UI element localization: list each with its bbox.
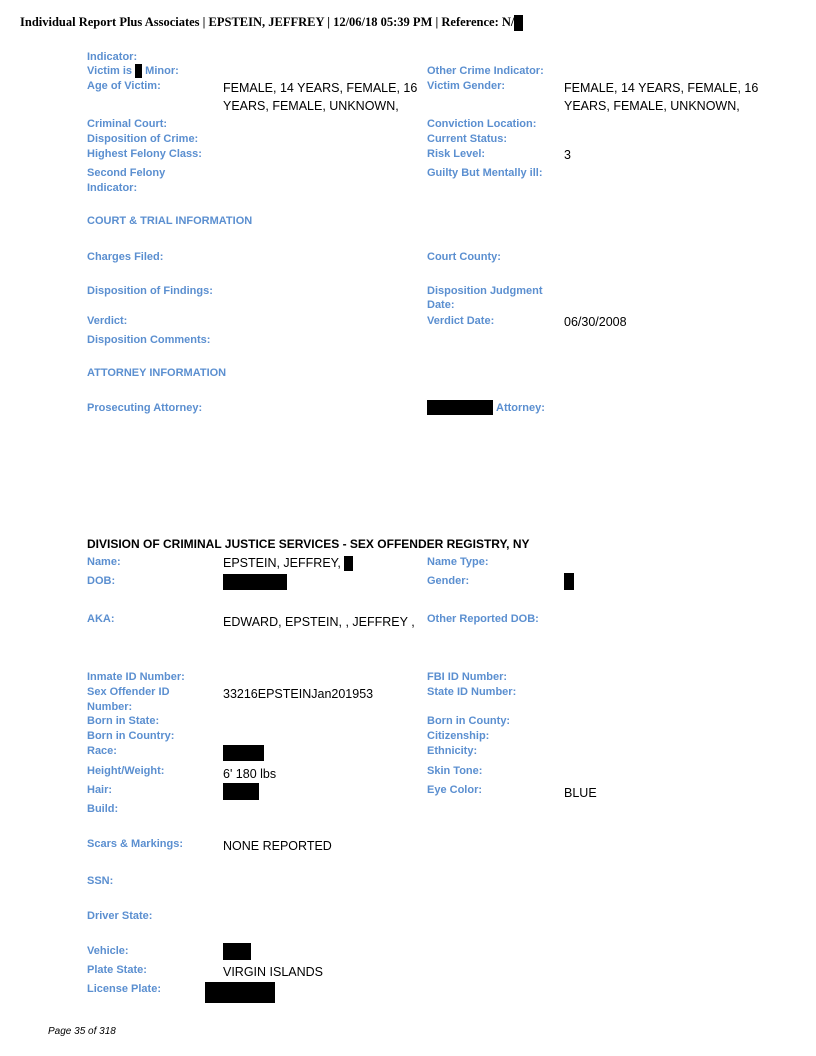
attorney-section-title: ATTORNEY INFORMATION bbox=[87, 367, 227, 379]
prosecuting-attorney-label: Prosecuting Attorney: bbox=[87, 402, 203, 414]
indicator-label: Indicator: bbox=[87, 51, 138, 63]
age-of-victim-value-2: YEARS, FEMALE, UNKNOWN, bbox=[223, 99, 399, 113]
skin-tone-label: Skin Tone: bbox=[427, 765, 483, 777]
age-of-victim-label: Age of Victim: bbox=[87, 80, 161, 92]
highest-felony-class-label: Highest Felony Class: bbox=[87, 148, 202, 160]
victim-gender-label: Victim Gender: bbox=[427, 80, 506, 92]
born-in-country-label: Born in Country: bbox=[87, 730, 175, 742]
second-felony-label-2: Indicator: bbox=[87, 182, 138, 194]
disposition-of-crime-label: Disposition of Crime: bbox=[87, 133, 199, 145]
eye-color-label: Eye Color: bbox=[427, 784, 483, 796]
redaction-block bbox=[223, 745, 264, 761]
minor-text: Minor: bbox=[145, 65, 179, 77]
driver-state-label: Driver State: bbox=[87, 910, 153, 922]
plate-state-value: VIRGIN ISLANDS bbox=[223, 965, 324, 979]
registry-title: DIVISION OF CRIMINAL JUSTICE SERVICES - SEX OFFENDER REGISTRY, NY bbox=[87, 537, 530, 551]
sex-offender-id-label-2: Number: bbox=[87, 701, 133, 713]
height-weight-value: 6' 180 lbs bbox=[223, 767, 277, 781]
other-crime-indicator-label: Other Crime Indicator: bbox=[427, 65, 544, 77]
victim-gender-value-1: FEMALE, 14 YEARS, FEMALE, 16 bbox=[564, 81, 759, 95]
aka-value: EDWARD, EPSTEIN, , JEFFREY , bbox=[223, 615, 415, 629]
plate-state-label: Plate State: bbox=[87, 964, 147, 976]
gender-label: Gender: bbox=[427, 575, 470, 587]
build-label: Build: bbox=[87, 803, 119, 815]
age-of-victim-value-1: FEMALE, 14 YEARS, FEMALE, 16 bbox=[223, 81, 418, 95]
name-text: EPSTEIN, JEFFREY, bbox=[223, 556, 341, 570]
race-label: Race: bbox=[87, 745, 117, 757]
disposition-of-findings-label: Disposition of Findings: bbox=[87, 285, 213, 297]
redaction-block bbox=[223, 574, 287, 590]
court-trial-section-title: COURT & TRIAL INFORMATION bbox=[87, 215, 253, 227]
ethnicity-label: Ethnicity: bbox=[427, 745, 478, 757]
risk-level-label: Risk Level: bbox=[427, 148, 486, 160]
born-in-state-label: Born in State: bbox=[87, 715, 160, 727]
current-status-label: Current Status: bbox=[427, 133, 508, 145]
redaction-block bbox=[223, 943, 251, 960]
sex-offender-id-value: 33216EPSTEINJan201953 bbox=[223, 687, 374, 701]
height-weight-label: Height/Weight: bbox=[87, 765, 165, 777]
other-attorney-label: Attorney: bbox=[496, 402, 545, 414]
other-reported-dob-label: Other Reported DOB: bbox=[427, 613, 539, 625]
redaction-block bbox=[514, 15, 523, 31]
ssn-label: SSN: bbox=[87, 875, 114, 887]
conviction-location-label: Conviction Location: bbox=[427, 118, 537, 130]
disposition-judgment-label-1: Disposition Judgment bbox=[427, 285, 543, 297]
victim-minor-label bbox=[87, 64, 179, 79]
risk-level-value: 3 bbox=[564, 148, 571, 162]
redaction-block bbox=[223, 783, 259, 800]
born-in-county-label: Born in County: bbox=[427, 715, 511, 727]
redaction-block bbox=[205, 982, 275, 1003]
hair-label: Hair: bbox=[87, 784, 113, 796]
name-value bbox=[223, 554, 353, 572]
citizenship-label: Citizenship: bbox=[427, 730, 490, 742]
dob-label: DOB: bbox=[87, 575, 116, 587]
eye-color-value: BLUE bbox=[564, 786, 597, 800]
redaction-block bbox=[344, 556, 353, 571]
guilty-mentally-ill-label: Guilty But Mentally ill: bbox=[427, 167, 543, 179]
page-number: Page 35 of 318 bbox=[48, 1026, 116, 1037]
verdict-date-value: 06/30/2008 bbox=[564, 315, 627, 329]
criminal-court-label: Criminal Court: bbox=[87, 118, 168, 130]
fbi-id-label: FBI ID Number: bbox=[427, 671, 508, 683]
disposition-comments-label: Disposition Comments: bbox=[87, 334, 211, 346]
disposition-judgment-label-2: Date: bbox=[427, 299, 455, 311]
name-label: Name: bbox=[87, 556, 121, 568]
redaction-block bbox=[427, 400, 493, 415]
sex-offender-id-label-1: Sex Offender ID bbox=[87, 686, 170, 698]
redaction-block bbox=[135, 64, 142, 78]
redaction-block bbox=[564, 573, 574, 590]
vehicle-label: Vehicle: bbox=[87, 945, 129, 957]
aka-label: AKA: bbox=[87, 613, 115, 625]
court-county-label: Court County: bbox=[427, 251, 501, 263]
charges-filed-label: Charges Filed: bbox=[87, 251, 164, 263]
state-id-label: State ID Number: bbox=[427, 686, 517, 698]
verdict-label: Verdict: bbox=[87, 315, 128, 327]
inmate-id-label: Inmate ID Number: bbox=[87, 671, 185, 683]
name-type-label: Name Type: bbox=[427, 556, 489, 568]
report-header bbox=[20, 15, 523, 31]
victim-gender-value-2: YEARS, FEMALE, UNKNOWN, bbox=[564, 99, 740, 113]
victim-is-text: Victim is bbox=[87, 65, 133, 77]
license-plate-label: License Plate: bbox=[87, 983, 161, 995]
report-header-text: Individual Report Plus Associates | EPSTEIN, JEFFREY | 12/06/18 05:39 PM | Reference: N/ bbox=[20, 15, 515, 29]
second-felony-label-1: Second Felony bbox=[87, 167, 166, 179]
scars-markings-value: NONE REPORTED bbox=[223, 839, 332, 853]
scars-markings-label: Scars & Markings: bbox=[87, 838, 183, 850]
verdict-date-label: Verdict Date: bbox=[427, 315, 495, 327]
